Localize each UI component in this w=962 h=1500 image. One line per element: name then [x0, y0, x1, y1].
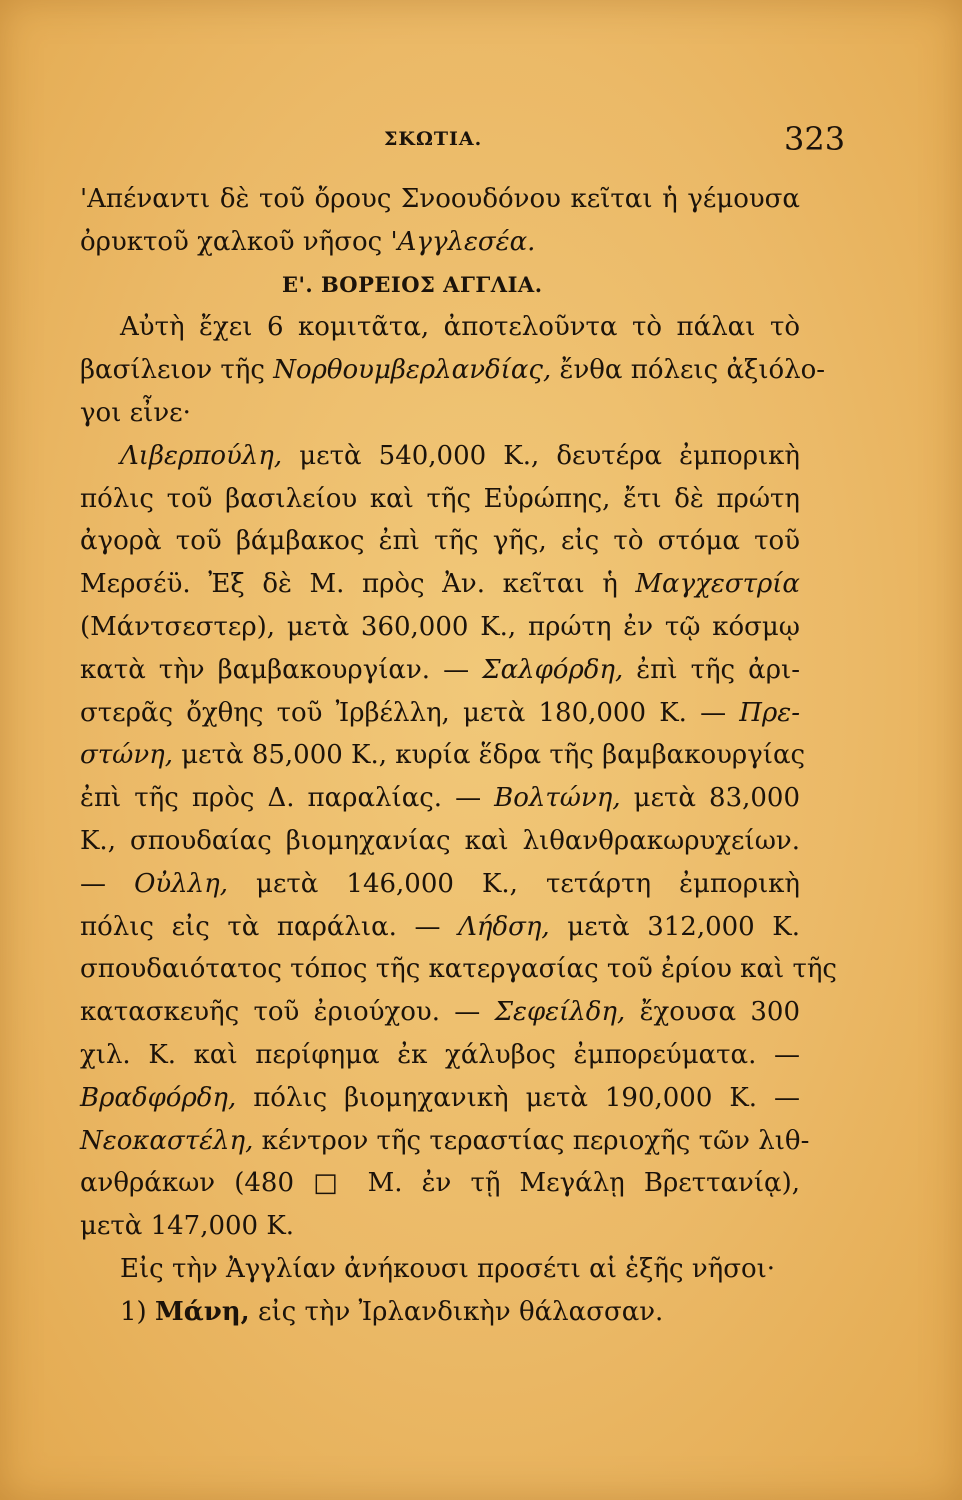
- place-name: Νορθουμβερλανδίας,: [273, 355, 552, 386]
- page-header: [0, 120, 962, 160]
- place-name: Πρε-: [739, 697, 800, 728]
- square-symbol: □: [313, 1168, 349, 1199]
- place-name: Οὐλλη,: [134, 868, 228, 899]
- text-line: ὀρυκτοῦ χαλκοῦ νῆσος 'Αγγλεσέα.: [80, 226, 536, 257]
- place-name: Νεοκαστέλη,: [80, 1125, 254, 1156]
- text-line: — Οὐλλη, μετὰ 146,000 Κ., τετάρτη ἐμπορικὴ: [80, 868, 800, 899]
- text-line: πόλις τοῦ βασιλείου καὶ τῆς Εὐρώπης, ἔτι δὲ πρώτη: [80, 483, 800, 514]
- place-name: Λιβερπούλη,: [120, 440, 283, 471]
- text-line: μετὰ 147,000 Κ.: [80, 1211, 295, 1242]
- text-line: ἀγορὰ τοῦ βάμβακος ἐπὶ τῆς γῆς, εἰς τὸ στόμα τοῦ: [80, 526, 800, 557]
- place-name: Μαγχεστρία: [635, 569, 800, 600]
- text-line: χιλ. Κ. καὶ περίφημα ἐκ χάλυβος ἐμπορεύματα. —: [80, 1039, 800, 1070]
- text-line: Κ., σπουδαίας βιομηχανίας καὶ λιθανθρακωρυχείων.: [80, 825, 800, 856]
- list-item: 1) Μάνη, εἰς τὴν Ἰρλανδικὴν θάλασσαν.: [120, 1296, 664, 1327]
- page-number: 323: [784, 120, 846, 158]
- place-name: Βραδφόρδη,: [80, 1082, 237, 1113]
- text-line: Νεοκαστέλη, κέντρον τῆς τεραστίας περιοχῆς τῶν λιθ-: [80, 1125, 810, 1156]
- section-title: Ε'. ΒΟΡΕΙΟΣ ΑΓΓΛΙΑ.: [282, 271, 543, 297]
- place-name: Βολτώνη,: [494, 783, 621, 814]
- text-line: Βραδφόρδη, πόλις βιομηχανικὴ μετὰ 190,000 Κ. —: [80, 1082, 800, 1113]
- text-line: κατασκευῆς τοῦ ἐριούχου. — Σεφείλδη, ἔχουσα 300: [80, 997, 800, 1028]
- place-name: 'Αγγλεσέα.: [390, 226, 536, 257]
- text-line: ανθράκων (480 □ Μ. ἐν τῇ Μεγάλῃ Βρεττανίᾳ),: [80, 1168, 800, 1199]
- place-name: Λήδση,: [458, 911, 550, 942]
- text-line: Αὐτὴ ἔχει 6 κομιτᾶτα, ἀποτελοῦντα τὸ πάλαι τὸ: [120, 312, 800, 343]
- text-line: ἐπὶ τῆς πρὸς Δ. παραλίας. — Βολτώνη, μετὰ 83,000: [80, 783, 800, 814]
- text-line: γοι εἶνε·: [80, 397, 191, 428]
- text-line: πόλις εἰς τὰ παράλια. — Λήδση, μετὰ 312,000 Κ.: [80, 911, 800, 942]
- text-line: σπουδαιότατος τόπος τῆς κατεργασίας τοῦ ἐρίου καὶ τῆς: [80, 954, 837, 985]
- text-line: Εἰς τὴν Ἀγγλίαν ἀνήκουσι προσέτι αἱ ἑξῆς νῆσοι·: [120, 1253, 776, 1284]
- running-head: ΣΚΩΤΙΑ.: [384, 128, 483, 150]
- text-line: στώνη, μετὰ 85,000 Κ., κυρία ἕδρα τῆς βαμβακουργίας: [80, 740, 806, 771]
- body-text: [80, 178, 837, 1334]
- text-line: βασίλειον τῆς Νορθουμβερλανδίας, ἔνθα πόλεις ἀξιόλο-: [80, 355, 826, 386]
- place-name: στώνη,: [80, 740, 173, 771]
- text-line: 'Απέναντι δὲ τοῦ ὄρους Σνοουδόνου κεῖται ἡ γέμουσα: [80, 184, 800, 214]
- place-name: Σεφείλδη,: [494, 997, 626, 1028]
- text-line: κατὰ τὴν βαμβακουργίαν. — Σαλφόρδη, ἐπὶ τῆς ἀρι-: [80, 654, 801, 685]
- text-line: Λιβερπούλη, μετὰ 540,000 Κ., δευτέρα ἐμπορικὴ: [120, 440, 800, 471]
- text-line: (Μάντσεστερ), μετὰ 360,000 Κ., πρώτη ἐν τῷ κόσμῳ: [80, 611, 800, 642]
- place-name: Σαλφόρδη,: [482, 654, 624, 685]
- text-line: στερᾶς ὄχθης τοῦ Ἰρβέλλη, μετὰ 180,000 Κ. — Πρε-: [80, 697, 800, 728]
- text-line: Μερσέϋ. Ἐξ δὲ Μ. πρὸς Ἀν. κεῖται ἡ Μαγχεστρία: [80, 569, 800, 600]
- island-name: Μάνη,: [154, 1296, 250, 1327]
